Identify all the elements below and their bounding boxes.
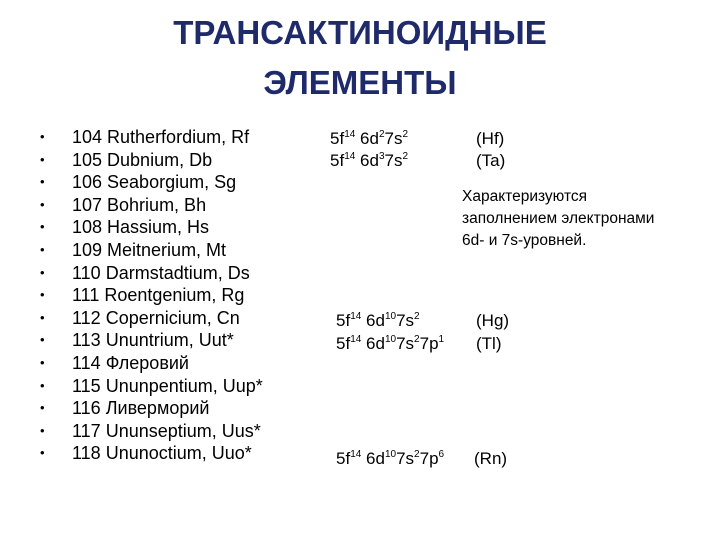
orbital-label: 6d (355, 129, 379, 148)
electron-count: 2 (414, 449, 420, 460)
orbital-label: 6d (361, 311, 385, 330)
slide-title (100, 8, 620, 108)
electron-count: 1 (438, 334, 445, 345)
bullet-icon: • (40, 129, 45, 144)
element-label: 109 Meitnerium, Mt (72, 239, 227, 260)
element-item (40, 329, 263, 352)
bullet-icon: • (40, 445, 45, 461)
orbital-label: 5f (336, 334, 351, 353)
element-label: 110 Darmstadtium, Ds (72, 262, 250, 283)
note-line-1: Характеризуются (462, 188, 588, 205)
bullet-icon: • (40, 219, 45, 235)
bullet-icon: • (40, 264, 45, 280)
bullet-icon: • (40, 354, 45, 370)
electron-count: 10 (384, 311, 397, 322)
config-hg (336, 310, 420, 332)
orbital-label: 6d (355, 151, 379, 170)
element-label: 117 Ununseptium, Uus* (72, 420, 261, 441)
orbital-label: 7p (419, 334, 439, 353)
electron-count: 2 (402, 129, 409, 140)
electron-count: 14 (350, 334, 362, 345)
element-label: 116 Ливерморий (72, 398, 210, 419)
config-ta (330, 150, 408, 172)
analog-ta: (Ta) (476, 151, 506, 170)
title-line-2: ЭЛЕМЕНТЫ (263, 64, 457, 101)
electron-count: 10 (384, 449, 397, 460)
bullet-icon: • (40, 241, 45, 257)
electron-count: 14 (344, 129, 356, 140)
element-list (40, 126, 263, 465)
element-item (40, 216, 263, 239)
note-line-2: заполнением электронами (462, 210, 655, 227)
bullet-icon: • (40, 400, 45, 416)
element-item (40, 262, 263, 285)
orbital-label: 5f (330, 129, 345, 148)
element-label: 107 Bohrium, Bh (72, 194, 207, 215)
title-line-1: ТРАНСАКТИНОИДНЫЕ (173, 14, 547, 51)
element-label: 115 Ununpentium, Uup* (72, 375, 263, 396)
element-item (40, 126, 263, 149)
config-rn (336, 448, 444, 470)
bullet-icon: • (40, 196, 45, 212)
element-item (40, 194, 263, 217)
element-label: 118 Ununoctium, Uuo* (72, 443, 252, 464)
orbital-label: 7p (419, 449, 439, 468)
element-label: 104 Rutherfordium, Rf (72, 127, 250, 147)
orbital-label: 7s (396, 449, 415, 468)
element-item (40, 352, 263, 375)
bullet-icon: • (40, 287, 45, 303)
element-item (40, 307, 263, 330)
electron-count: 6 (438, 449, 445, 460)
orbital-label: 6d (361, 334, 385, 353)
element-label: 105 Dubnium, Db (72, 149, 213, 170)
analog-tl: (Tl) (476, 334, 502, 353)
config-hf (330, 128, 408, 150)
element-item (40, 171, 263, 194)
note-line-3: 6d- и 7s-уровней. (462, 232, 587, 249)
electron-count: 2 (402, 151, 409, 162)
bullet-icon: • (40, 377, 45, 393)
element-item (40, 284, 263, 307)
electron-count: 14 (344, 151, 356, 162)
element-label: 106 Seaborgium, Sg (72, 172, 237, 193)
element-item (40, 149, 263, 172)
element-item (40, 375, 263, 398)
electron-count: 14 (350, 311, 362, 322)
bullet-icon: • (40, 151, 45, 167)
orbital-label: 7s (384, 129, 403, 148)
analog-hg: (Hg) (476, 311, 510, 330)
element-label: 108 Hassium, Hs (72, 217, 210, 238)
bullet-icon: • (40, 422, 45, 438)
element-item (40, 239, 263, 262)
orbital-label: 5f (336, 311, 351, 330)
electron-count: 3 (378, 151, 385, 162)
electron-count: 10 (384, 334, 397, 345)
element-label: 113 Ununtrium, Uut* (72, 330, 234, 351)
element-label: 114 Флеровий (72, 352, 189, 373)
bullet-icon: • (40, 309, 45, 325)
analog-rn: (Rn) (474, 449, 508, 468)
electron-count: 2 (414, 311, 420, 322)
element-label: 112 Copernicium, Cn (72, 307, 240, 328)
config-tl (336, 333, 444, 355)
electron-count: 2 (414, 334, 420, 345)
element-item (40, 442, 263, 465)
orbital-label: 7s (384, 151, 403, 170)
bullet-icon: • (40, 332, 45, 348)
orbital-label: 5f (330, 151, 345, 170)
bullet-icon: • (40, 174, 45, 190)
analog-hf: (Hf) (476, 129, 505, 148)
element-item (40, 397, 263, 420)
orbital-label: 7s (396, 334, 415, 353)
orbital-label: 7s (396, 311, 415, 330)
orbital-label: 6d (361, 449, 385, 468)
note-text (462, 186, 702, 252)
electron-count: 14 (350, 449, 362, 460)
orbital-label: 5f (336, 449, 351, 468)
element-label: 111 Roentgenium, Rg (72, 285, 245, 306)
element-item (40, 420, 263, 443)
electron-count: 2 (378, 129, 385, 140)
